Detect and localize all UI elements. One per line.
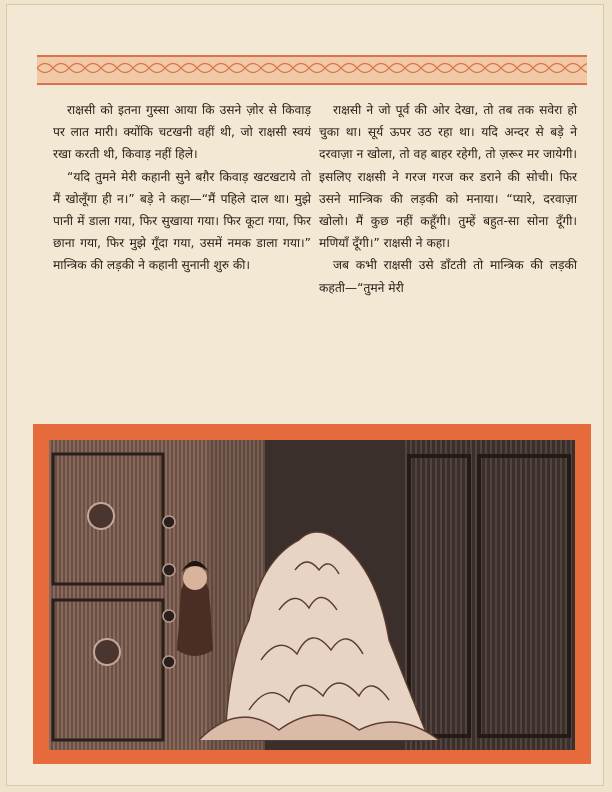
decorative-header-border (37, 55, 587, 85)
illustration-frame (33, 424, 591, 764)
paragraph: “यदि तुमने मेरी कहानी सुने बग़ैर किवाड़ खटखटाये तो मैं खोलूँगा ही न।” बड़े ने कहा—“मैं पहिले दाल था। मुझे पानी में डाला गया, फिर सुखाया गया। फिर कूटा गया, फिर छाना गया, फिर मुझे गूँदा गया, उसमें नमक डाला गया।” मान्त्रिक की लड़की ने कहानी सुनानी शुरु की। (53, 169, 311, 273)
paragraph: राक्षसी ने जो पूर्व की ओर देखा, तो तब तक सवेरा हो चुका था। सूर्य ऊपर उठ रहा था। यदि अन्दर से बड़े ने दरवाज़ा न खोला, तो वह बाहर रहेगी, तो ज़रूर मर जायेगी। इसलिए राक्षसी ने गरज गरज कर डराने की सोची। फिर उसने मान्त्रिक की लड़की को मनाया। “प्यारे, दरवाज़ा खोलो। मैं कुछ नहीं कहूँगी। तुम्हें बहुत-सा सोना दूँगी। मणियाँ दूँगी।” राक्षसी ने कहा। (319, 103, 577, 251)
story-illustration (49, 440, 575, 750)
left-text-column (53, 99, 311, 277)
right-text-column (319, 99, 577, 299)
paragraph: जब कभी राक्षसी उसे डाँटती तो मान्त्रिक की लड़की कहती—“तुमने मेरी (319, 258, 577, 295)
page (6, 4, 604, 786)
paragraph: राक्षसी को इतना गुस्सा आया कि उसने ज़ोर से किवाड़ पर लात मारी। क्योंकि चटखनी वहीं थी, जो राक्षसी स्वयं रखा करती थी, किवाड़ नहीं हिले। (53, 103, 311, 162)
right-door (404, 440, 575, 750)
